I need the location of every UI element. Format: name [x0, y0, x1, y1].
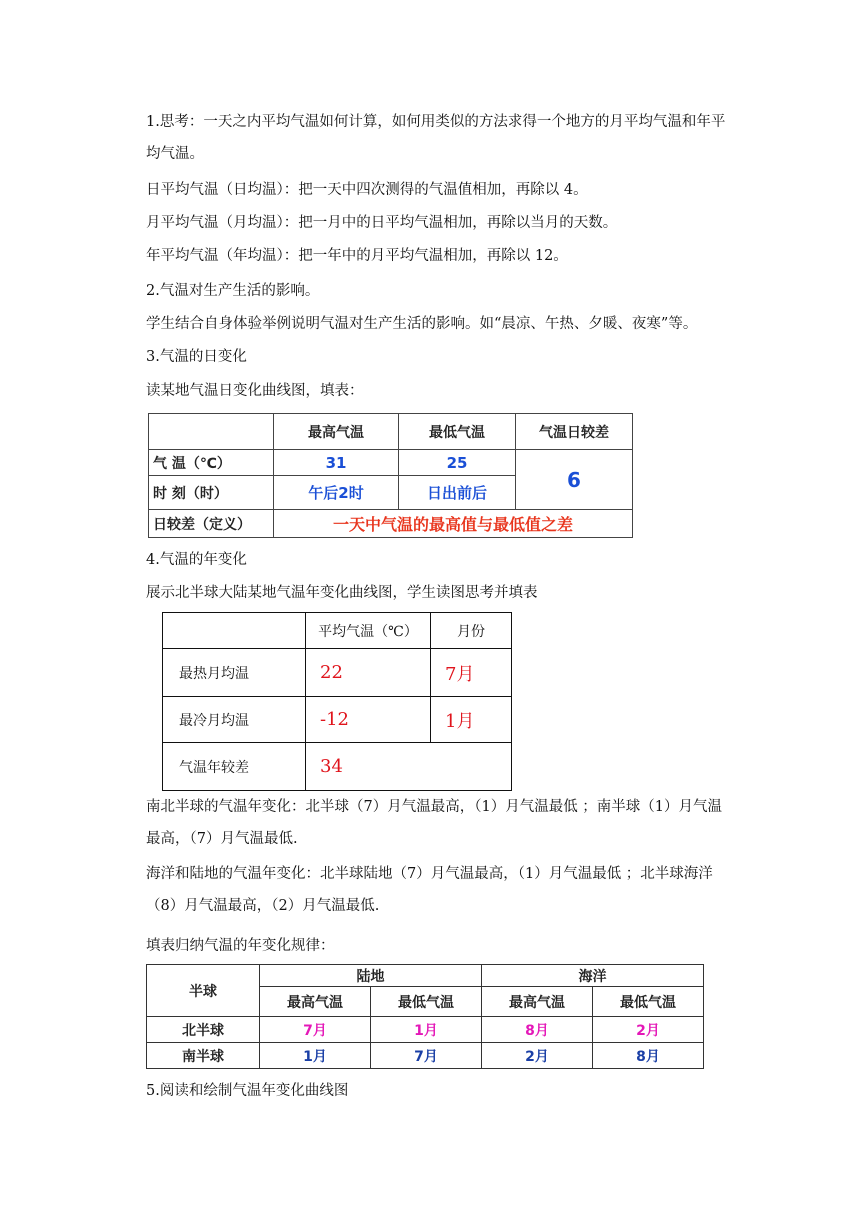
- daily-temperature-table: [148, 413, 633, 538]
- header-daily-range: 气温日较差: [516, 414, 633, 450]
- paragraph-read-daily: 读某地气温日变化曲线图，填表：: [146, 383, 364, 399]
- paragraph-1: 1.思考：一天之内平均气温如何计算，如何用类似的方法求得一个地方的月平均气温和年平均气温。: [146, 114, 726, 162]
- row-label-time: 时 刻（时）: [149, 476, 274, 510]
- paragraph-fill-pattern: 填表归纳气温的年变化规律：: [146, 938, 335, 954]
- row-label-hottest: 最热月均温: [163, 649, 306, 697]
- cell-coldest-month: 1月: [431, 697, 512, 743]
- header-min-temp: 最低气温: [399, 414, 516, 450]
- header-hemisphere: 半球: [147, 965, 260, 1017]
- row-label-temperature: 气 温（℃）: [149, 450, 274, 476]
- heading-3: 3.气温的日变化: [146, 349, 247, 365]
- paragraph-influence: 学生结合自身体验举例说明气温对生产生活的影响。如“晨凉、午热、夕暖、夜寒”等。: [146, 316, 698, 332]
- annual-temperature-table: [162, 612, 512, 791]
- paragraph-daily-mean: 日平均气温（日均温）：把一天中四次测得的气温值相加，再除以 4。: [146, 182, 588, 198]
- annual-pattern-table: [146, 964, 704, 1069]
- cell-hottest-month: 7月: [431, 649, 512, 697]
- cell-south-land-max: 1月: [260, 1043, 371, 1069]
- header-ocean-min: 最低气温: [593, 987, 704, 1017]
- table-cell-empty: [149, 414, 274, 450]
- cell-north-land-min: 1月: [371, 1017, 482, 1043]
- heading-4: 4.气温的年变化: [146, 552, 247, 568]
- header-ocean: 海洋: [482, 965, 704, 987]
- header-month: 月份: [431, 613, 512, 649]
- cell-max-time: 午后2时: [274, 476, 399, 510]
- cell-hottest-temp: 22: [306, 649, 431, 697]
- cell-min-time: 日出前后: [399, 476, 516, 510]
- heading-2: 2.气温对生产生活的影响。: [146, 283, 320, 299]
- cell-north-ocean-max: 8月: [482, 1017, 593, 1043]
- header-land: 陆地: [260, 965, 482, 987]
- cell-north-ocean-min: 2月: [593, 1017, 704, 1043]
- cell-coldest-temp: -12: [306, 697, 431, 743]
- paragraph-land-ocean: 海洋和陆地的气温年变化：北半球陆地（7）月气温最高，（1）月气温最低 ；北半球海洋（8）月气温最高，（2）月气温最低.: [146, 866, 713, 914]
- row-label-definition: 日较差（定义）: [149, 510, 274, 538]
- header-ocean-max: 最高气温: [482, 987, 593, 1017]
- heading-5: 5.阅读和绘制气温年变化曲线图: [146, 1083, 349, 1099]
- row-label-south: 南半球: [147, 1043, 260, 1069]
- paragraph-hemispheres: 南北半球的气温年变化：北半球（7）月气温最高，（1）月气温最低 ；南半球（1）月气温最高，（7）月气温最低.: [146, 799, 723, 847]
- cell-north-land-max: 7月: [260, 1017, 371, 1043]
- cell-south-land-min: 7月: [371, 1043, 482, 1069]
- header-land-min: 最低气温: [371, 987, 482, 1017]
- row-label-north: 北半球: [147, 1017, 260, 1043]
- header-land-max: 最高气温: [260, 987, 371, 1017]
- cell-daily-range: 6: [516, 450, 633, 510]
- header-max-temp: 最高气温: [274, 414, 399, 450]
- cell-definition: 一天中气温的最高值与最低值之差: [274, 510, 633, 538]
- cell-south-ocean-min: 8月: [593, 1043, 704, 1069]
- row-label-annual-range: 气温年较差: [163, 743, 306, 791]
- cell-min-temp: 25: [399, 450, 516, 476]
- table-cell-empty: [163, 613, 306, 649]
- cell-max-temp: 31: [274, 450, 399, 476]
- paragraph-show-annual: 展示北半球大陆某地气温年变化曲线图，学生读图思考并填表: [146, 585, 538, 601]
- cell-south-ocean-max: 2月: [482, 1043, 593, 1069]
- header-average-temp: 平均气温（℃）: [306, 613, 431, 649]
- cell-annual-range: 34: [306, 743, 512, 791]
- paragraph-annual-mean: 年平均气温（年均温）：把一年中的月平均气温相加，再除以 12。: [146, 248, 568, 264]
- paragraph-monthly-mean: 月平均气温（月均温）：把一月中的日平均气温相加，再除以当月的天数。: [146, 215, 618, 231]
- row-label-coldest: 最冷月均温: [163, 697, 306, 743]
